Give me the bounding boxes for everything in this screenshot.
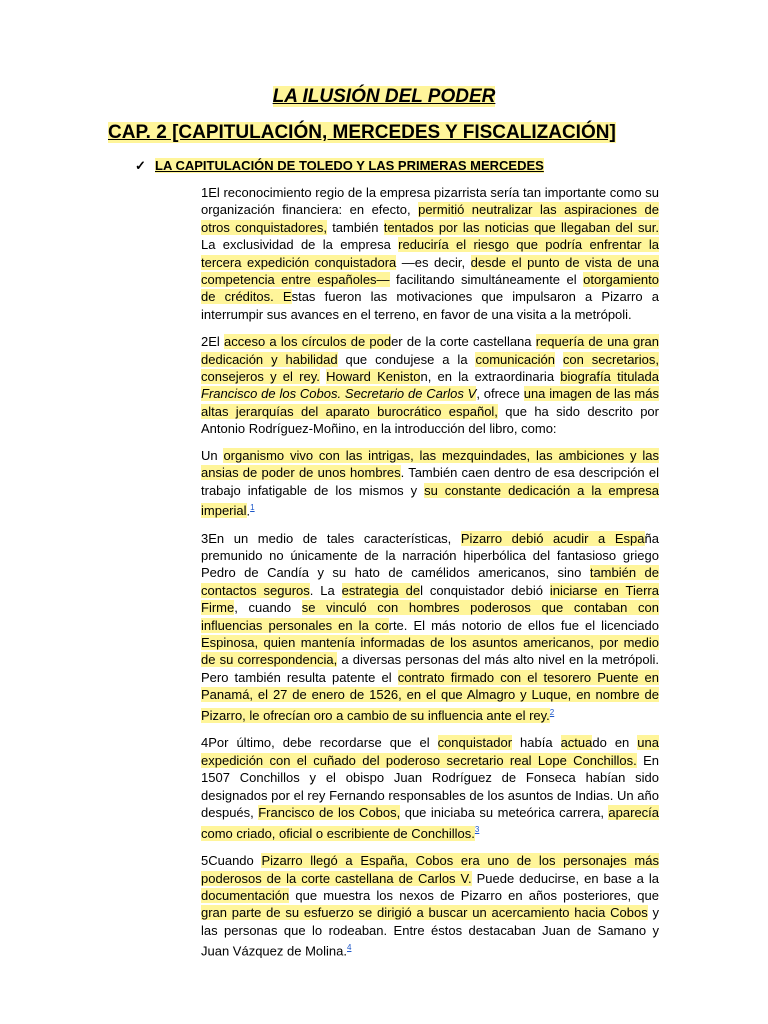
highlighted-text: requería de una gran dedicación y habilidad bbox=[201, 334, 659, 367]
text-run: , ofrece bbox=[476, 386, 524, 402]
highlighted-text: contrato firmado con el tesorero Puente en Panamá, el 27 de enero de 1526, en el que Almagro y Luque, en nombre de Pizarro, le ofrecían oro a cambio de su influencia ante el rey. bbox=[201, 669, 659, 724]
highlighted-text: permitió neutralizar las aspiraciones de otros conquistadores, bbox=[201, 202, 659, 235]
highlighted-text: Howard Kenisto bbox=[326, 369, 421, 385]
paragraph-2 bbox=[201, 333, 659, 437]
footnote-link-1[interactable]: 1 bbox=[250, 502, 255, 512]
highlighted-text: Espinosa, quien mantenía informadas de los asuntos americanos, por medio de su correspondencia, bbox=[201, 635, 659, 668]
highlighted-text: otorgamiento de créditos. E bbox=[201, 272, 659, 305]
text-run: y las personas que lo rodeaban. Entre éstos destacaban Juan de Samano y Juan Vázquez de Molina. bbox=[201, 905, 660, 959]
text-run: que condujese a la bbox=[337, 351, 476, 367]
highlighted-text: su constante dedicación a la empresa imperial bbox=[201, 482, 659, 519]
section-heading bbox=[135, 158, 544, 174]
highlighted-text: organismo vivo con las intrigas, las mezquindades, las ambiciones y las ansias de poder de unos hombres bbox=[201, 447, 659, 481]
highlighted-text: documentación bbox=[201, 888, 290, 904]
highlighted-text: reduciría el riesgo que podría enfrentar la tercera expedición conquistadora bbox=[201, 237, 659, 270]
title-text: LA ILUSIÓN DEL PODER bbox=[272, 86, 496, 107]
paragraph-1 bbox=[201, 184, 659, 323]
highlighted-text: Francisco de los Cobos, bbox=[258, 805, 401, 821]
highlighted-text: gran parte de su esfuerzo se dirigió a buscar un acercamiento hacia Cobos bbox=[201, 905, 648, 921]
document-body bbox=[201, 184, 659, 970]
text-run: rte. El más notorio de ellos fue el licenciado bbox=[388, 617, 660, 633]
section-text: LA CAPITULACIÓN DE TOLEDO Y LAS PRIMERAS MERCEDES bbox=[155, 158, 544, 173]
text-run: do en bbox=[592, 735, 638, 751]
chapter-heading bbox=[108, 122, 616, 144]
highlighted-text: comunicación bbox=[475, 351, 555, 367]
highlighted-text: con secretarios, consejeros y el rey. bbox=[201, 351, 659, 385]
text-run: a diversas personas del más alto nivel en la metrópoli. Pero también resulta patente el bbox=[201, 652, 659, 685]
text-run bbox=[555, 352, 563, 367]
highlighted-text: aparecía como criado, oficial o escribiente de Conchillos. bbox=[201, 805, 660, 841]
text-run: La exclusividad de la empresa bbox=[201, 237, 399, 253]
highlighted-text: también de contactos seguros bbox=[201, 565, 659, 598]
highlighted-text: acceso a los círculos de pod bbox=[224, 334, 392, 350]
text-run: . bbox=[246, 503, 251, 519]
checkmark-icon: ✓ bbox=[135, 158, 146, 173]
highlighted-text: actua bbox=[560, 735, 593, 751]
highlighted-text: una expedición con el cuñado del poderoso secretario real Lope Conchillos. bbox=[201, 735, 659, 768]
footnote-link-4[interactable]: 4 bbox=[346, 943, 352, 953]
text-run: 1El reconocimiento regio de la empresa pizarrista sería tan importante como su organización financiera: en efecto, bbox=[201, 185, 659, 218]
highlighted-text: una imagen de las más altas jerarquías del aparato burocrático español, bbox=[201, 386, 659, 419]
paragraph-4 bbox=[201, 530, 659, 725]
text-run: que ha sido descrito por Antonio Rodríguez-Moñino, en la introducción del libro, como: bbox=[201, 403, 659, 437]
highlighted-text: tentados por las noticias que llegaban del sur. bbox=[383, 219, 659, 235]
footnote-link-2[interactable]: 2 bbox=[549, 707, 555, 717]
highlighted-text: desde el punto de vista de una competencia entre españoles— bbox=[201, 254, 659, 288]
text-run: 5Cuando bbox=[201, 853, 262, 869]
highlighted-text: biografía titulada bbox=[560, 369, 660, 385]
highlighted-text: estrategia de bbox=[341, 582, 421, 598]
text-run: n, en la extraordinaria bbox=[420, 369, 561, 385]
text-run: —es decir, bbox=[396, 254, 471, 270]
text-run: que muestra los nexos de Pizarro en años posteriores, que bbox=[289, 888, 659, 904]
text-run: stas fueron las motivaciones que impulsaron a Pizarro a interrumpir sus avances en el terreno, en favor de una visita a la metrópoli. bbox=[201, 289, 659, 322]
text-run: , cuando bbox=[234, 600, 302, 616]
document-title bbox=[0, 86, 768, 108]
highlighted-text: Pizarro debió acudir a Espa bbox=[460, 530, 645, 546]
text-run: er de la corte castellana bbox=[391, 334, 536, 350]
highlighted-text: conquistador bbox=[437, 735, 513, 751]
footnote-link-3[interactable]: 3 bbox=[474, 825, 480, 835]
book-title: Francisco de los Cobos. Secretario de Carlos V bbox=[201, 386, 477, 402]
text-run: 4Por último, debe recordarse que el bbox=[201, 735, 438, 751]
text-run: l conquistador debió bbox=[420, 582, 550, 598]
text-run: Puede deducirse, en base a la bbox=[471, 870, 659, 886]
text-run: que iniciaba su meteórica carrera, bbox=[400, 805, 609, 821]
text-run: . También caen dentro de esa descripción el trabajo infatigable de los mismos y bbox=[201, 465, 659, 498]
text-run: facilitando simultáneamente el bbox=[389, 272, 584, 288]
highlighted-text: se vinculó con hombres poderosos que contaban con influencias personales en la co bbox=[201, 600, 659, 633]
text-run: 3En un medio de tales características, bbox=[201, 530, 461, 546]
text-run: Un bbox=[201, 447, 224, 463]
text-run: En 1507 Conchillos y el obispo Juan Rodríguez de Fonseca habían sido designados por el rey Fernando responsables de los asuntos de Indias. Un año después, bbox=[201, 752, 659, 821]
highlighted-text: Pizarro llegó a España, Cobos era uno de los personajes más poderosos de la corte castellana de Carlos V. bbox=[201, 853, 659, 886]
text-run: también bbox=[326, 219, 384, 235]
chapter-text: CAP. 2 [CAPITULACIÓN, MERCEDES Y FISCALIZACIÓN] bbox=[108, 122, 616, 143]
text-run: ña premunido no únicamente de la narración hiperbólica del fantasioso griego Pedro de Candía y su hato de camélidos americanos, sino bbox=[201, 530, 659, 581]
text-run: 2El bbox=[201, 334, 225, 350]
paragraph-3 bbox=[201, 447, 659, 520]
paragraph-5 bbox=[201, 734, 659, 842]
paragraph-6 bbox=[201, 852, 659, 960]
text-run: había bbox=[512, 735, 561, 751]
text-run: . La bbox=[309, 582, 342, 598]
highlighted-text: iniciarse en Tierra Firme bbox=[201, 582, 659, 616]
